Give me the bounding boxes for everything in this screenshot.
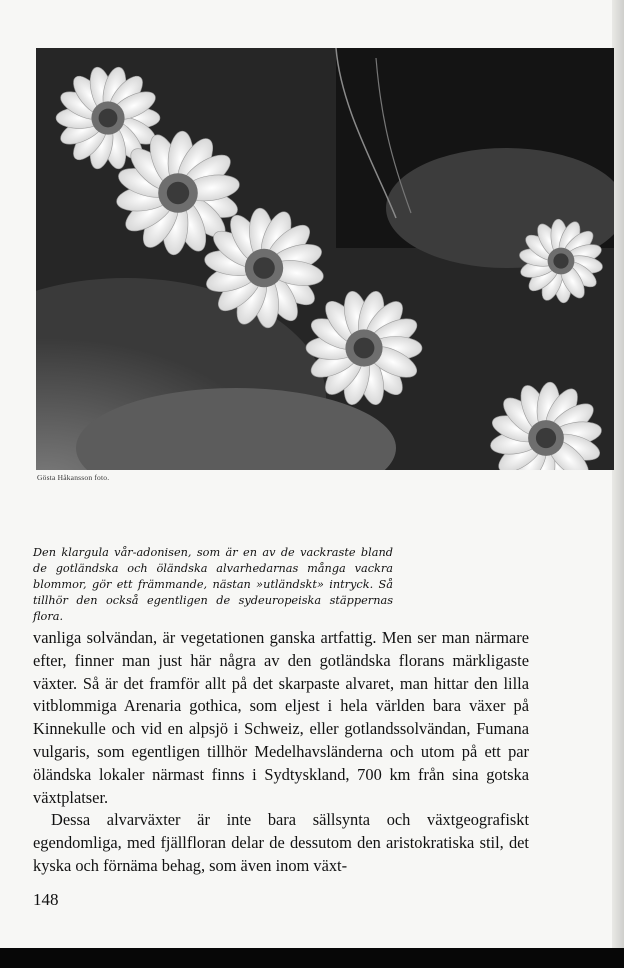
paragraph-2: Dessa alvarväxter är inte bara sällsynta och växtgeografiskt egendomliga, med fjällfloran delar de dessutom den aristokratiska stil, det kyska och förnäma behag, som även inom växt- [33,810,529,875]
photo-illustration [36,48,614,470]
adonis-photo [36,48,614,470]
bottom-border [0,948,624,968]
page-number: 148 [33,890,59,909]
photo-credit: Gösta Håkansson foto. [37,473,110,482]
caption-text: Den klargula vår-adonisen, som är en av de vackraste bland de gotländska och öländska alvarhedarnas många vackra blommor, gör ett främmande, nästan »utländskt» intryck. Så tillhör den också egentligen de sydeuropeiska stäppernas flora. [33,546,393,623]
body-text [33,627,529,878]
paragraph-1: vanliga solvändan, är vegetationen ganska artfattig. Men ser man närmare efter, finner man just här några av den gotländska florans märkligaste växter. Så är det framför allt på det skarpaste alvaret, man hittar den lilla vitblommiga Arenaria gothica, som eljest i hela världen bara växer på Kinnekulle och vid en alpsjö i Schweiz, eller gotlandssolvändan, Fumana vulgaris, som egentligen tillhör Medelhavsländerna och utom på ett par öländska lokaler närmast finns i Sydtyskland, 700 km från sina gotska växtplatser. [33,628,529,807]
photo-caption [33,545,393,625]
